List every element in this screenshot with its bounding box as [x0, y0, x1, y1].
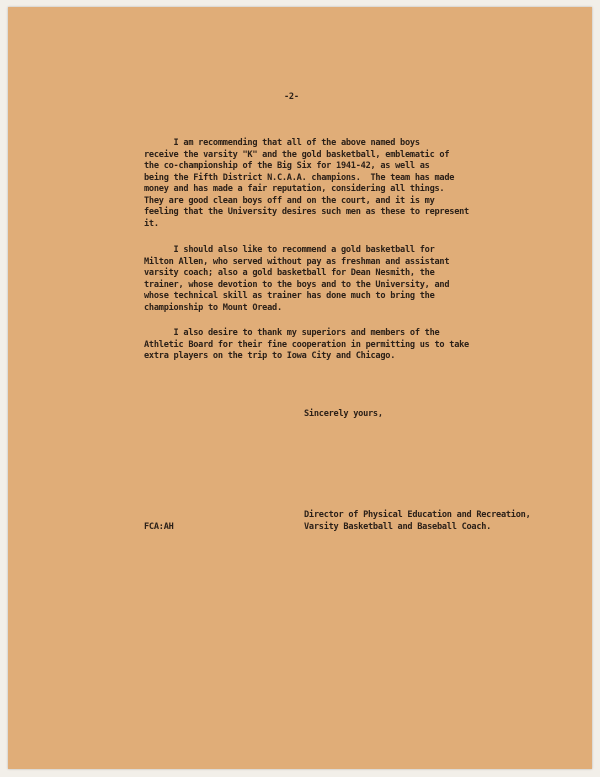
paragraph-thanks: I also desire to thank my superiors and members of the Athletic Board for their fine cooperation in permitting us to take extra players on the trip to Iowa City and Chicago.: [144, 328, 469, 361]
paragraph-gold-basketball: I should also like to recommend a gold basketball for Milton Allen, who served without pay as freshman and assistant varsity coach; also a gold basketball for Dean Nesmith, the trainer, whose devotion to the boys and to the University, and whose technical skill as trainer has done much to bring the championship to Mount Oread.: [144, 245, 450, 313]
signature-title: Director of Physical Education and Recreation, Varsity Basketball and Baseball Coach.: [304, 510, 531, 532]
letter-page: [8, 7, 592, 769]
page-number: -2-: [284, 92, 299, 102]
closing: Sincerely yours,: [304, 409, 383, 419]
reference-initials: FCA:AH: [144, 522, 174, 532]
paragraph-recommendation: I am recommending that all of the above named boys receive the varsity "K" and the gold basketball, emblematic of the co-championship of the Big Six for 1941-42, as well as being the Fifth District N.C.A.A. champions. The team has made money and has made a fair reputation, considering all things. They are good clean boys off and on the court, and it is my feeling that the University desires such men as these to represent it.: [144, 138, 469, 229]
